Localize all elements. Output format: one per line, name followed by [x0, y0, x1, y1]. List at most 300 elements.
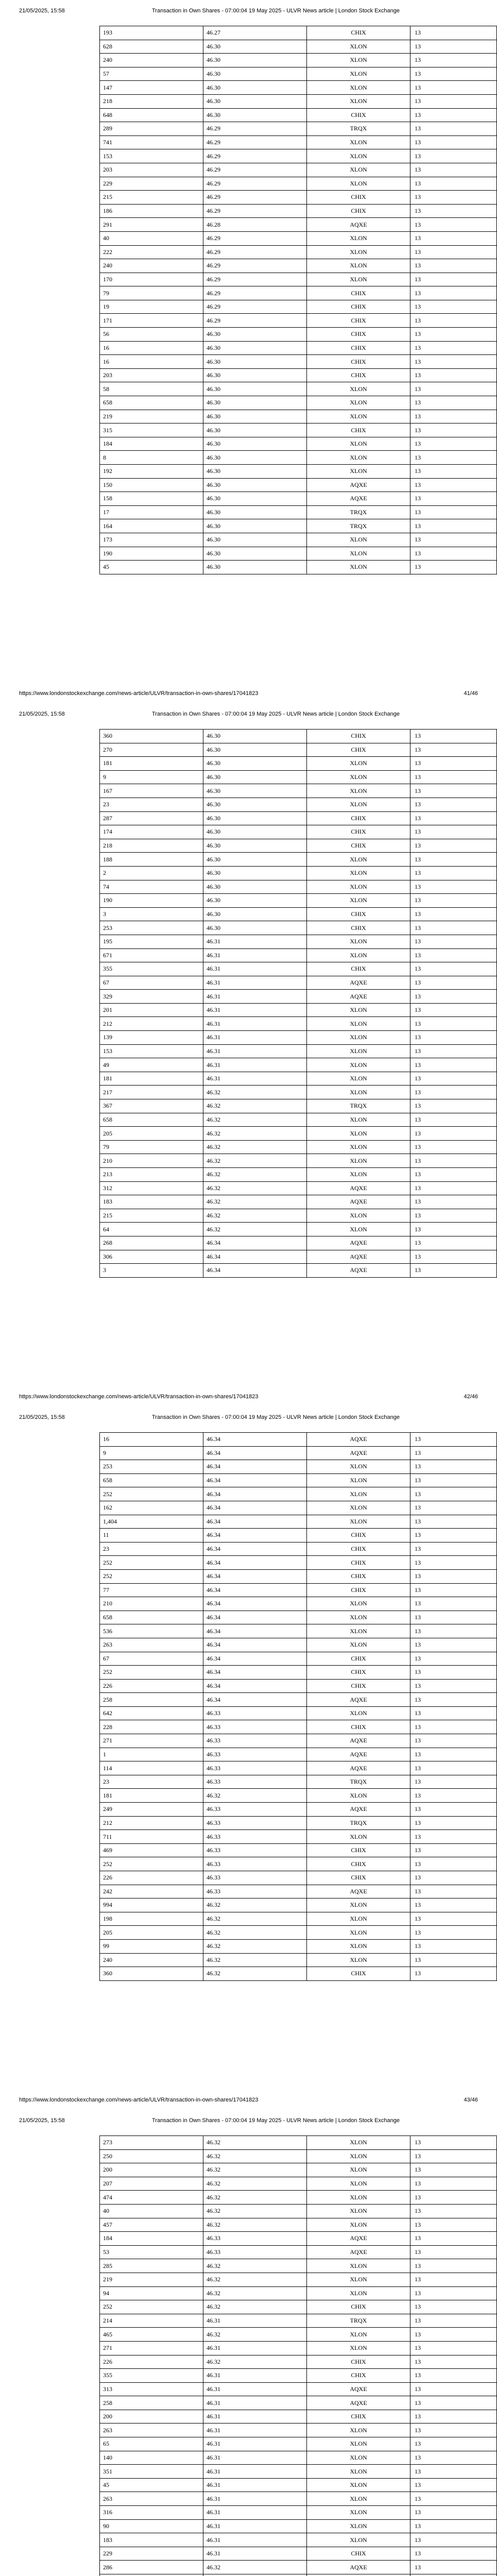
- venue-cell: AQXE: [307, 1195, 410, 1209]
- volume-cell: 291: [100, 218, 203, 232]
- price-cell: 46.34: [203, 1529, 307, 1543]
- time-cell: 13: [410, 1515, 497, 1529]
- price-cell: 46.31: [203, 935, 307, 948]
- table-row: [100, 300, 497, 314]
- price-cell: 46.31: [203, 962, 307, 976]
- table-row: [100, 1583, 497, 1597]
- print-title: Transaction in Own Shares - 07:00:04 19 May 2025 - ULVR News article | London Stock Exchange: [152, 2117, 400, 2124]
- volume-cell: 289: [100, 122, 203, 136]
- table-row: [100, 1611, 497, 1624]
- venue-cell: CHIX: [307, 839, 410, 853]
- table-row: [100, 2149, 497, 2163]
- volume-cell: 79: [100, 1140, 203, 1154]
- volume-cell: 229: [100, 177, 203, 191]
- table-row: [100, 1775, 497, 1789]
- volume-cell: 23: [100, 798, 203, 811]
- price-cell: 46.30: [203, 423, 307, 437]
- venue-cell: XLON: [307, 2149, 410, 2163]
- venue-cell: XLON: [307, 547, 410, 561]
- price-cell: 46.33: [203, 1734, 307, 1748]
- volume-cell: 147: [100, 81, 203, 95]
- venue-cell: XLON: [307, 2191, 410, 2205]
- venue-cell: AQXE: [307, 1181, 410, 1195]
- price-cell: 46.34: [203, 1583, 307, 1597]
- price-cell: 46.30: [203, 798, 307, 811]
- volume-cell: 3: [100, 1264, 203, 1278]
- time-cell: 13: [410, 108, 497, 122]
- table-row: [100, 451, 497, 465]
- price-cell: 46.34: [203, 1638, 307, 1652]
- document-page: [0, 2110, 497, 2576]
- venue-cell: CHIX: [307, 1583, 410, 1597]
- time-cell: 13: [410, 177, 497, 191]
- volume-cell: 252: [100, 1487, 203, 1501]
- venue-cell: CHIX: [307, 1542, 410, 1556]
- table-row: [100, 368, 497, 382]
- price-cell: 46.32: [203, 1939, 307, 1953]
- volume-cell: 45: [100, 2478, 203, 2492]
- volume-cell: 210: [100, 1154, 203, 1168]
- print-date: 21/05/2025, 15:58: [19, 1414, 65, 1420]
- volume-cell: 164: [100, 519, 203, 533]
- volume-cell: 329: [100, 990, 203, 1004]
- price-cell: 46.33: [203, 1885, 307, 1899]
- price-cell: 46.34: [203, 1652, 307, 1666]
- venue-cell: XLON: [307, 231, 410, 245]
- table-row: [100, 2259, 497, 2273]
- table-row: [100, 1569, 497, 1583]
- table-row: [100, 1446, 497, 1460]
- venue-cell: XLON: [307, 40, 410, 54]
- table-row: [100, 1885, 497, 1899]
- print-url[interactable]: https://www.londonstockexchange.com/news-article/ULVR/transaction-in-own-shares/17041823: [19, 1394, 259, 1400]
- venue-cell: XLON: [307, 798, 410, 811]
- volume-cell: 213: [100, 1168, 203, 1182]
- venue-cell: XLON: [307, 1515, 410, 1529]
- time-cell: 13: [410, 730, 497, 743]
- time-cell: 13: [410, 1803, 497, 1817]
- time-cell: 13: [410, 1487, 497, 1501]
- time-cell: 13: [410, 259, 497, 273]
- time-cell: 13: [410, 1693, 497, 1707]
- table-row: [100, 2410, 497, 2424]
- time-cell: 13: [410, 561, 497, 574]
- price-cell: 46.31: [203, 2492, 307, 2506]
- volume-cell: 181: [100, 1072, 203, 1086]
- price-cell: 46.32: [203, 2286, 307, 2300]
- venue-cell: AQXE: [307, 976, 410, 990]
- table-row: [100, 2136, 497, 2150]
- volume-cell: 252: [100, 2300, 203, 2314]
- volume-cell: 153: [100, 1044, 203, 1058]
- time-cell: 13: [410, 54, 497, 67]
- time-cell: 13: [410, 866, 497, 880]
- table-row: [100, 2437, 497, 2451]
- volume-cell: 258: [100, 2396, 203, 2410]
- time-cell: 13: [410, 273, 497, 286]
- volume-cell: 94: [100, 2286, 203, 2300]
- volume-cell: 67: [100, 1652, 203, 1666]
- time-cell: 13: [410, 1597, 497, 1611]
- price-cell: 46.32: [203, 2328, 307, 2342]
- venue-cell: XLON: [307, 2437, 410, 2451]
- time-cell: 13: [410, 2286, 497, 2300]
- price-cell: 46.32: [203, 1168, 307, 1182]
- time-cell: 13: [410, 314, 497, 328]
- venue-cell: XLON: [307, 2328, 410, 2342]
- table-row: [100, 1501, 497, 1515]
- price-cell: 46.33: [203, 1775, 307, 1789]
- price-cell: 46.34: [203, 1542, 307, 1556]
- time-cell: 13: [410, 757, 497, 771]
- volume-cell: 252: [100, 1857, 203, 1871]
- table-row: [100, 135, 497, 149]
- volume-cell: 253: [100, 921, 203, 935]
- time-cell: 13: [410, 1140, 497, 1154]
- volume-cell: 171: [100, 314, 203, 328]
- table-row: [100, 1638, 497, 1652]
- price-cell: 46.30: [203, 341, 307, 355]
- volume-cell: 658: [100, 1611, 203, 1624]
- venue-cell: CHIX: [307, 314, 410, 328]
- time-cell: 13: [410, 2382, 497, 2396]
- time-cell: 13: [410, 341, 497, 355]
- venue-cell: AQXE: [307, 1693, 410, 1707]
- venue-cell: XLON: [307, 1223, 410, 1236]
- time-cell: 13: [410, 40, 497, 54]
- time-cell: 13: [410, 1168, 497, 1182]
- venue-cell: TRQX: [307, 122, 410, 136]
- table-row: [100, 2424, 497, 2437]
- table-row: [100, 839, 497, 853]
- time-cell: 13: [410, 204, 497, 218]
- venue-cell: XLON: [307, 1044, 410, 1058]
- price-cell: 46.29: [203, 286, 307, 300]
- time-cell: 13: [410, 2204, 497, 2218]
- price-cell: 46.28: [203, 218, 307, 232]
- venue-cell: XLON: [307, 2259, 410, 2273]
- venue-cell: XLON: [307, 163, 410, 177]
- price-cell: 46.32: [203, 1912, 307, 1926]
- price-cell: 46.31: [203, 2410, 307, 2424]
- table-row: [100, 231, 497, 245]
- price-cell: 46.32: [203, 2177, 307, 2191]
- table-row: [100, 1926, 497, 1940]
- venue-cell: XLON: [307, 2424, 410, 2437]
- venue-cell: XLON: [307, 1830, 410, 1844]
- price-cell: 46.30: [203, 478, 307, 492]
- transactions-grid: [99, 2136, 497, 2576]
- venue-cell: XLON: [307, 1017, 410, 1031]
- print-url[interactable]: https://www.londonstockexchange.com/news-article/ULVR/transaction-in-own-shares/17041823: [19, 2097, 259, 2103]
- table-row: [100, 2191, 497, 2205]
- venue-cell: CHIX: [307, 328, 410, 342]
- volume-cell: 226: [100, 2355, 203, 2369]
- table-row: [100, 770, 497, 784]
- time-cell: 13: [410, 825, 497, 839]
- time-cell: 13: [410, 2451, 497, 2465]
- venue-cell: XLON: [307, 1624, 410, 1638]
- venue-cell: XLON: [307, 465, 410, 479]
- volume-cell: 218: [100, 94, 203, 108]
- table-row: [100, 81, 497, 95]
- time-cell: 13: [410, 1611, 497, 1624]
- table-row: [100, 948, 497, 962]
- venue-cell: CHIX: [307, 1871, 410, 1885]
- venue-cell: XLON: [307, 149, 410, 163]
- venue-cell: XLON: [307, 2204, 410, 2218]
- venue-cell: XLON: [307, 1086, 410, 1099]
- price-cell: 46.30: [203, 757, 307, 771]
- time-cell: 13: [410, 1044, 497, 1058]
- venue-cell: XLON: [307, 2478, 410, 2492]
- venue-cell: CHIX: [307, 1720, 410, 1734]
- price-cell: 46.30: [203, 853, 307, 867]
- table-row: [100, 2218, 497, 2232]
- table-row: [100, 1072, 497, 1086]
- volume-cell: 79: [100, 286, 203, 300]
- table-row: [100, 2245, 497, 2259]
- volume-cell: 200: [100, 2410, 203, 2424]
- table-row: [100, 286, 497, 300]
- price-cell: 46.30: [203, 410, 307, 423]
- time-cell: 13: [410, 990, 497, 1004]
- time-cell: 13: [410, 2328, 497, 2342]
- venue-cell: XLON: [307, 1926, 410, 1940]
- volume-cell: 190: [100, 894, 203, 908]
- volume-cell: 469: [100, 1843, 203, 1857]
- time-cell: 13: [410, 355, 497, 369]
- table-row: [100, 921, 497, 935]
- table-row: [100, 314, 497, 328]
- volume-cell: 8: [100, 451, 203, 465]
- price-cell: 46.30: [203, 368, 307, 382]
- venue-cell: XLON: [307, 1154, 410, 1168]
- venue-cell: XLON: [307, 2451, 410, 2465]
- volume-cell: 648: [100, 108, 203, 122]
- table-row: [100, 1140, 497, 1154]
- venue-cell: AQXE: [307, 1433, 410, 1447]
- volume-cell: 23: [100, 1775, 203, 1789]
- table-row: [100, 2451, 497, 2465]
- price-cell: 46.34: [203, 1611, 307, 1624]
- print-url[interactable]: https://www.londonstockexchange.com/news-article/ULVR/transaction-in-own-shares/17041823: [19, 690, 259, 697]
- venue-cell: CHIX: [307, 341, 410, 355]
- time-cell: 13: [410, 798, 497, 811]
- table-row: [100, 1209, 497, 1223]
- price-cell: 46.31: [203, 990, 307, 1004]
- venue-cell: CHIX: [307, 1967, 410, 1981]
- price-cell: 46.32: [203, 1223, 307, 1236]
- price-cell: 46.34: [203, 1460, 307, 1474]
- venue-cell: XLON: [307, 1501, 410, 1515]
- time-cell: 13: [410, 2369, 497, 2383]
- time-cell: 13: [410, 2136, 497, 2150]
- price-cell: 46.32: [203, 1181, 307, 1195]
- price-cell: 46.30: [203, 907, 307, 921]
- venue-cell: CHIX: [307, 921, 410, 935]
- time-cell: 13: [410, 505, 497, 519]
- table-row: [100, 2492, 497, 2506]
- table-row: [100, 2328, 497, 2342]
- venue-cell: TRQX: [307, 519, 410, 533]
- price-cell: 46.30: [203, 880, 307, 894]
- table-row: [100, 907, 497, 921]
- price-cell: 46.32: [203, 2204, 307, 2218]
- table-row: [100, 1058, 497, 1072]
- venue-cell: XLON: [307, 533, 410, 547]
- venue-cell: TRQX: [307, 1099, 410, 1113]
- table-row: [100, 1803, 497, 1817]
- volume-cell: 40: [100, 2204, 203, 2218]
- price-cell: 46.31: [203, 2396, 307, 2410]
- time-cell: 13: [410, 1181, 497, 1195]
- price-cell: 46.29: [203, 191, 307, 205]
- price-cell: 46.33: [203, 1857, 307, 1871]
- venue-cell: AQXE: [307, 2232, 410, 2246]
- time-cell: 13: [410, 2478, 497, 2492]
- venue-cell: XLON: [307, 853, 410, 867]
- venue-cell: XLON: [307, 2533, 410, 2547]
- volume-cell: 628: [100, 40, 203, 54]
- volume-cell: 74: [100, 880, 203, 894]
- table-row: [100, 1031, 497, 1045]
- venue-cell: CHIX: [307, 2300, 410, 2314]
- volume-cell: 219: [100, 410, 203, 423]
- table-row: [100, 2533, 497, 2547]
- time-cell: 13: [410, 2218, 497, 2232]
- table-row: [100, 1706, 497, 1720]
- table-row: [100, 1679, 497, 1693]
- table-row: [100, 2273, 497, 2286]
- venue-cell: XLON: [307, 1953, 410, 1967]
- venue-cell: CHIX: [307, 1569, 410, 1583]
- volume-cell: 212: [100, 1816, 203, 1830]
- time-cell: 13: [410, 907, 497, 921]
- venue-cell: CHIX: [307, 2547, 410, 2561]
- page-number: 41/46: [464, 690, 478, 697]
- venue-cell: XLON: [307, 1072, 410, 1086]
- volume-cell: 242: [100, 1885, 203, 1899]
- time-cell: 13: [410, 935, 497, 948]
- venue-cell: XLON: [307, 2492, 410, 2506]
- venue-cell: CHIX: [307, 730, 410, 743]
- table-row: [100, 1433, 497, 1447]
- time-cell: 13: [410, 1748, 497, 1761]
- table-row: [100, 1127, 497, 1141]
- price-cell: 46.30: [203, 866, 307, 880]
- venue-cell: XLON: [307, 1460, 410, 1474]
- price-cell: 46.33: [203, 1871, 307, 1885]
- time-cell: 13: [410, 1433, 497, 1447]
- time-cell: 13: [410, 2396, 497, 2410]
- venue-cell: XLON: [307, 382, 410, 396]
- table-row: [100, 561, 497, 574]
- venue-cell: CHIX: [307, 907, 410, 921]
- time-cell: 13: [410, 1154, 497, 1168]
- volume-cell: 158: [100, 492, 203, 506]
- venue-cell: XLON: [307, 273, 410, 286]
- price-cell: 46.32: [203, 2561, 307, 2574]
- table-row: [100, 1086, 497, 1099]
- table-row: [100, 2314, 497, 2328]
- price-cell: 46.33: [203, 1803, 307, 1817]
- venue-cell: CHIX: [307, 1843, 410, 1857]
- time-cell: 13: [410, 2519, 497, 2533]
- table-row: [100, 177, 497, 191]
- price-cell: 46.31: [203, 2437, 307, 2451]
- table-row: [100, 1195, 497, 1209]
- price-cell: 46.32: [203, 2273, 307, 2286]
- volume-cell: 214: [100, 2314, 203, 2328]
- price-cell: 46.30: [203, 533, 307, 547]
- venue-cell: TRQX: [307, 1816, 410, 1830]
- volume-cell: 90: [100, 2519, 203, 2533]
- volume-cell: 16: [100, 1433, 203, 1447]
- venue-cell: AQXE: [307, 1885, 410, 1899]
- volume-cell: 186: [100, 204, 203, 218]
- table-row: [100, 1720, 497, 1734]
- time-cell: 13: [410, 1195, 497, 1209]
- document-page: [0, 0, 497, 703]
- price-cell: 46.30: [203, 811, 307, 825]
- table-row: [100, 935, 497, 948]
- price-cell: 46.33: [203, 1720, 307, 1734]
- venue-cell: XLON: [307, 81, 410, 95]
- price-cell: 46.34: [203, 1433, 307, 1447]
- time-cell: 13: [410, 26, 497, 40]
- table-row: [100, 880, 497, 894]
- volume-cell: 181: [100, 1789, 203, 1803]
- price-cell: 46.33: [203, 1761, 307, 1775]
- price-cell: 46.29: [203, 204, 307, 218]
- time-cell: 13: [410, 2177, 497, 2191]
- time-cell: 13: [410, 2437, 497, 2451]
- venue-cell: AQXE: [307, 1250, 410, 1264]
- time-cell: 13: [410, 382, 497, 396]
- volume-cell: 207: [100, 2177, 203, 2191]
- price-cell: 46.31: [203, 1031, 307, 1045]
- table-row: [100, 1789, 497, 1803]
- time-cell: 13: [410, 1926, 497, 1940]
- venue-cell: TRQX: [307, 1775, 410, 1789]
- time-cell: 13: [410, 492, 497, 506]
- volume-cell: 16: [100, 341, 203, 355]
- time-cell: 13: [410, 1953, 497, 1967]
- time-cell: 13: [410, 547, 497, 561]
- table-row: [100, 492, 497, 506]
- venue-cell: XLON: [307, 757, 410, 771]
- table-row: [100, 1223, 497, 1236]
- volume-cell: 474: [100, 2191, 203, 2205]
- price-cell: 46.31: [203, 1044, 307, 1058]
- price-cell: 46.34: [203, 1446, 307, 1460]
- volume-cell: 139: [100, 1031, 203, 1045]
- time-cell: 13: [410, 2424, 497, 2437]
- time-cell: 13: [410, 1899, 497, 1912]
- venue-cell: XLON: [307, 1899, 410, 1912]
- time-cell: 13: [410, 218, 497, 232]
- volume-cell: 658: [100, 1113, 203, 1127]
- time-cell: [410, 2574, 497, 2576]
- price-cell: 46.32: [203, 2149, 307, 2163]
- table-row: [100, 811, 497, 825]
- table-row: [100, 1460, 497, 1474]
- table-row: [100, 1515, 497, 1529]
- venue-cell: XLON: [307, 67, 410, 81]
- venue-cell: XLON: [307, 1939, 410, 1953]
- time-cell: 13: [410, 1529, 497, 1543]
